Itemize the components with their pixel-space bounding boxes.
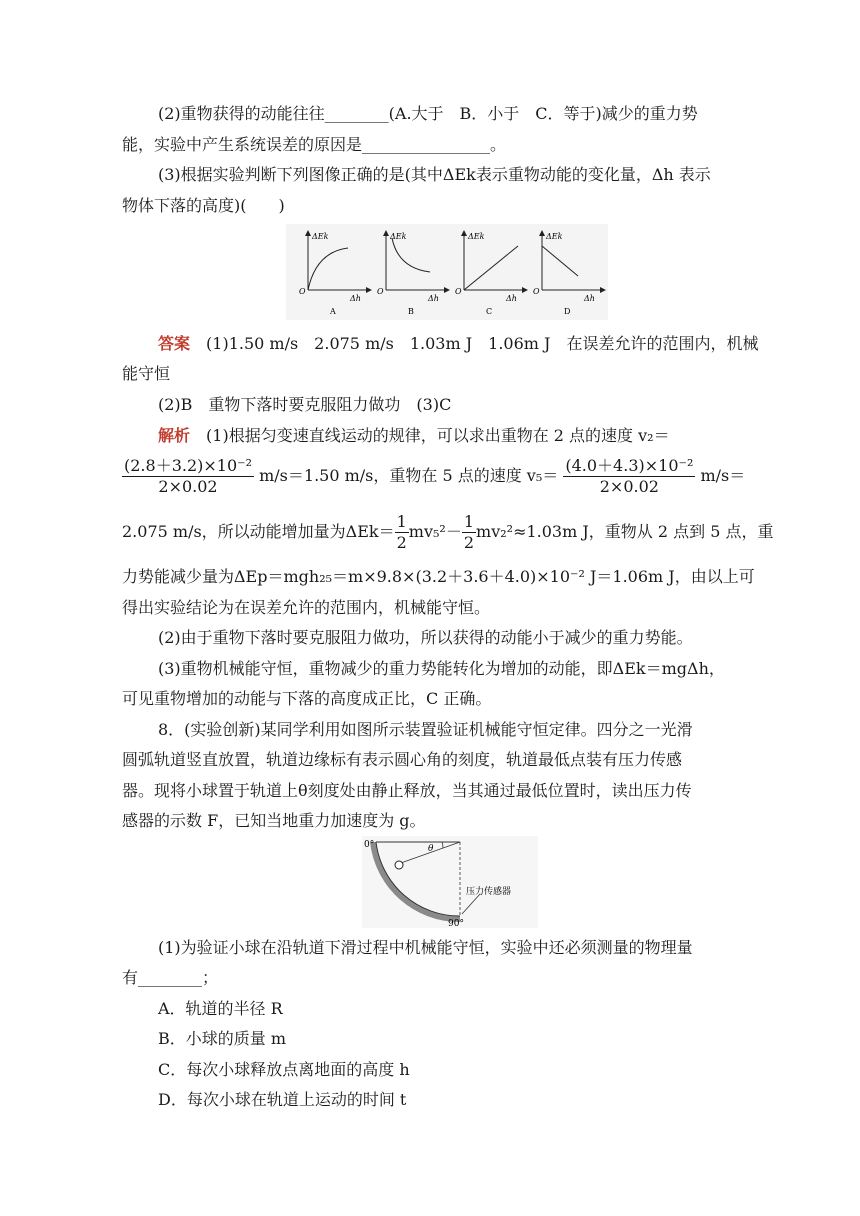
graph-origin-label: O — [455, 287, 462, 296]
fraction-half-1 — [395, 512, 409, 553]
q8-1-line1: (1)为验证小球在沿轨道下滑过程中机械能守恒，实验中还必须测量的物理量 — [158, 938, 693, 957]
graph-x-label: Δh — [506, 294, 517, 303]
q3-line2: 物体下落的高度)( ) — [122, 196, 285, 215]
half-denominator-2: 2 — [463, 533, 475, 552]
graph-y-label: ΔEk — [312, 232, 329, 241]
analysis-line3c: mv₂²≈1.03m J，重物从 2 点到 5 点，重 — [476, 522, 774, 541]
fraction-v5-numerator: (4.0＋4.3)×10⁻² — [565, 456, 694, 475]
answer-line1 — [158, 333, 759, 355]
zero-degree-label: 0° — [364, 840, 375, 850]
graph-x-label: Δh — [350, 294, 361, 303]
graph-letter-a: A — [330, 307, 336, 316]
half-denominator: 2 — [396, 533, 407, 552]
analysis-line3a: 2.075 m/s，所以动能增加量为ΔEk＝ — [122, 522, 395, 541]
half-numerator: 1 — [396, 512, 407, 531]
analysis-line6: (2)由于重物下落时要克服阻力做功，所以获得的动能小于减少的重力势能。 — [158, 628, 693, 647]
answer-line3: (2)B 重物下落时要克服阻力做功 (3)C — [158, 395, 452, 414]
analysis-line3b: mv₅²－ — [408, 522, 462, 541]
graph-x-label: Δh — [428, 294, 439, 303]
graphs-figure — [286, 224, 608, 320]
q2-line1: (2)重物获得的动能往往________(A.大于 B．小于 C．等于)减少的重力势 — [158, 104, 698, 123]
fraction-half-2 — [462, 512, 476, 553]
option-a: A．轨道的半径 R — [158, 999, 283, 1018]
graph-letter-d: D — [564, 307, 571, 316]
graph-letter-b: B — [408, 307, 414, 316]
graph-origin-label: O — [299, 287, 306, 296]
q8-line3: 器。现将小球置于轨道上θ刻度处由静止释放，当其通过最低位置时，读出压力传 — [122, 781, 692, 800]
graph-y-label: ΔEk — [390, 232, 407, 241]
q8-line2: 圆弧轨道竖直放置，轨道边缘标有表示圆心角的刻度，轨道最低点装有压力传感 — [122, 750, 683, 769]
q8-line4: 感器的示数 F，已知当地重力加速度为 g。 — [122, 811, 426, 830]
fraction-v5-denominator: 2×0.02 — [599, 477, 659, 496]
analysis-end1: m/s＝ — [700, 466, 746, 485]
analysis-mid1: m/s＝1.50 m/s，重物在 5 点的速度 v₅＝ — [259, 466, 559, 485]
analysis-line7: (3)重物机械能守恒，重物减少的重力势能转化为增加的动能，即ΔEk＝mgΔh， — [158, 659, 725, 678]
analysis-line4: 力势能减少量为ΔEp＝mgh₂₅＝m×9.8×(3.2＋3.6＋4.0)×10⁻² J＝1.06m J，由以上可 — [122, 567, 755, 586]
fraction-v5 — [563, 456, 695, 497]
q8-1-line2: 有________； — [122, 968, 219, 987]
analysis-line1 — [158, 425, 740, 447]
half-numerator-2: 1 — [463, 512, 475, 531]
answer-text1: (1)1.50 m/s 2.075 m/s 1.03m J 1.06m J 在误差允许的范围内，机械 — [206, 334, 759, 353]
fraction-v2-numerator: (2.8＋3.2)×10⁻² — [124, 456, 253, 475]
q2-line2: 能，实验中产生系统误差的原因是________________。 — [122, 135, 507, 154]
option-b: B．小球的质量 m — [158, 1029, 287, 1048]
track-figure — [362, 836, 538, 928]
ninety-degree-label: 90° — [448, 919, 464, 928]
theta-label: θ — [428, 844, 434, 854]
option-d: D．每次小球在轨道上运动的时间 t — [158, 1090, 407, 1109]
graph-x-label: Δh — [584, 294, 595, 303]
analysis-text1: (1)根据匀变速直线运动的规律，可以求出重物在 2 点的速度 v₂＝ — [206, 426, 670, 445]
graph-origin-label: O — [377, 287, 384, 296]
analysis-line5: 得出实验结论为在误差允许的范围内，机械能守恒。 — [122, 598, 491, 617]
sensor-label: 压力传感器 — [466, 887, 512, 897]
answer-line2: 能守恒 — [122, 364, 171, 383]
answer-label: 答案 — [158, 334, 191, 353]
analysis-fraction-line — [122, 456, 746, 497]
analysis-label: 解析 — [158, 426, 191, 445]
analysis-line8: 可见重物增加的动能与下落的高度成正比，C 正确。 — [122, 689, 492, 708]
q8-line1: 8．(实验创新)某同学利用如图所示装置验证机械能守恒定律。四分之一光滑 — [158, 720, 693, 739]
analysis-energy-line — [122, 512, 774, 553]
graph-y-label: ΔEk — [468, 232, 485, 241]
fraction-v2-denominator: 2×0.02 — [158, 477, 218, 496]
graph-origin-label: O — [533, 287, 540, 296]
fraction-v2 — [122, 456, 254, 497]
ball-icon — [395, 861, 403, 869]
q3-line1: (3)根据实验判断下列图像正确的是(其中ΔEk表示重物动能的变化量，Δh 表示 — [158, 165, 711, 184]
graph-y-label: ΔEk — [546, 232, 563, 241]
graph-letter-c: C — [486, 307, 493, 316]
option-c: C．每次小球释放点离地面的高度 h — [158, 1060, 410, 1079]
